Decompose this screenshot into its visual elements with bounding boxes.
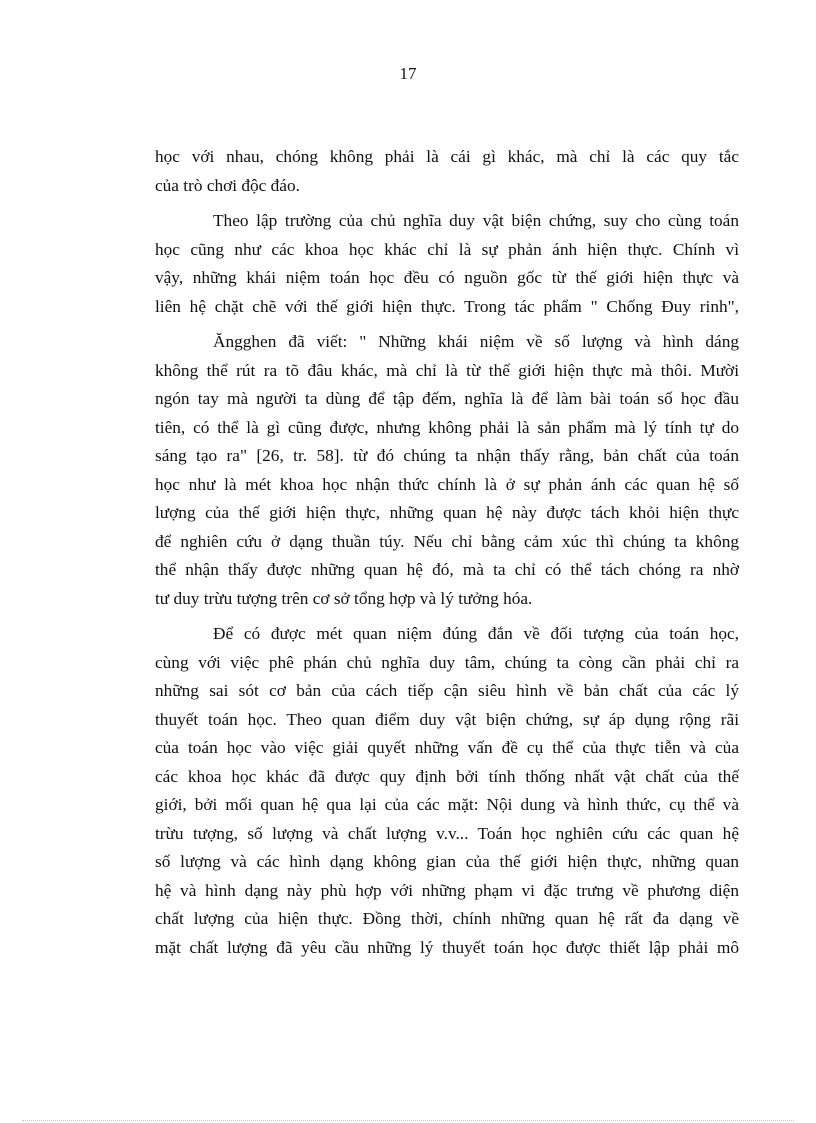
text-line: tiên, có thể là gì cũng được, nhưng không phải là sản phẩm mà lý tính tự do [155, 417, 739, 437]
text-line: trừu tượng, số lượng và chất lượng v.v... Toán học nghiên cứu các quan hệ [155, 823, 739, 843]
text-line: Ăngghen đã viết: " Những khái niệm về số lượng và hình dáng [213, 332, 739, 351]
text-line: những sai sót cơ bản của cách tiếp cận siêu hình về bản chất của các lý [155, 681, 739, 700]
text-line: của trò chơi độc đáo. [155, 175, 300, 195]
page-number: 17 [399, 64, 417, 83]
paragraph-continuation [155, 143, 739, 200]
text-line: thể nhận thấy được những quan hệ đó, mà ta chỉ có thể tách chóng ra nhờ [155, 560, 739, 579]
text-line: học với nhau, chóng không phải là cái gì khác, mà chỉ là các quy tắc [155, 147, 739, 166]
text-line: hệ và hình dạng này phù hợp với những phạm vi đặc trưng về phương diện [155, 880, 739, 900]
text-line: lượng của thế giới hiện thực, những quan hệ này được tách khỏi hiện thực [155, 503, 739, 522]
body-text [155, 143, 739, 962]
text-line: ngón tay mà người ta dùng để tập đếm, nghĩa là để làm bài toán số học đầu [155, 389, 739, 408]
text-line: các khoa học khác đã được quy định bởi tính thống nhất vật chất của thế [155, 766, 739, 786]
text-line: sáng tạo ra" [26, tr. 58]. từ đó chúng ta nhận thấy rằng, bản chất của toán [155, 446, 739, 465]
paragraph [155, 207, 739, 321]
text-line: tư duy trừu tượng trên cơ sở tổng hợp và lý tưởng hóa. [155, 588, 533, 608]
text-line: cùng với việc phê phán chủ nghĩa duy tâm, chúng ta còng cần phải chỉ ra [155, 652, 739, 672]
text-line: học như là mét khoa học nhận thức chính là ở sự phản ánh các quan hệ số [155, 474, 739, 494]
text-line: mặt chất lượng đã yêu cầu những lý thuyết toán học được thiết lập phải mô [155, 937, 739, 957]
text-line: số lượng và các hình dạng không gian của thế giới hiện thực, những quan [155, 852, 739, 871]
text-line: giới, bởi mối quan hệ qua lại của các mặt: Nội dung và hình thức, cụ thể và [155, 795, 739, 814]
text-line: để nghiên cứu ở dạng thuần túy. Nếu chỉ bằng cảm xúc thì chúng ta không [155, 531, 739, 551]
text-line: chất lượng của hiện thực. Đồng thời, chính những quan hệ rất đa dạng về [155, 909, 739, 928]
paragraph [155, 328, 739, 613]
text-line: thuyết toán học. Theo quan điểm duy vật biện chứng, sự áp dụng rộng rãi [155, 709, 739, 729]
text-line: Theo lập trường của chủ nghĩa duy vật biện chứng, suy cho cùng toán [213, 211, 739, 230]
paragraph [155, 620, 739, 962]
text-line: không thể rút ra tõ đâu khác, mà chỉ là từ thế giới hiện thực mà thôi. Mười [155, 360, 739, 380]
text-line: học cũng như các khoa học khác chỉ là sự phản ánh hiện thực. Chính vì [155, 239, 739, 259]
text-line: Để có được mét quan niệm đúng đắn về đối tượng của toán học, [213, 624, 739, 643]
text-line: của toán học vào việc giải quyết những vấn đề cụ thể của thực tiễn và của [155, 738, 739, 757]
text-line: liên hệ chặt chẽ với thế giới hiện thực. Trong tác phẩm " Chống Đuy rinh", [155, 296, 739, 316]
page-bottom-divider [22, 1120, 794, 1121]
text-line: vậy, những khái niệm toán học đều có nguồn gốc từ thế giới hiện thực và [155, 268, 739, 287]
